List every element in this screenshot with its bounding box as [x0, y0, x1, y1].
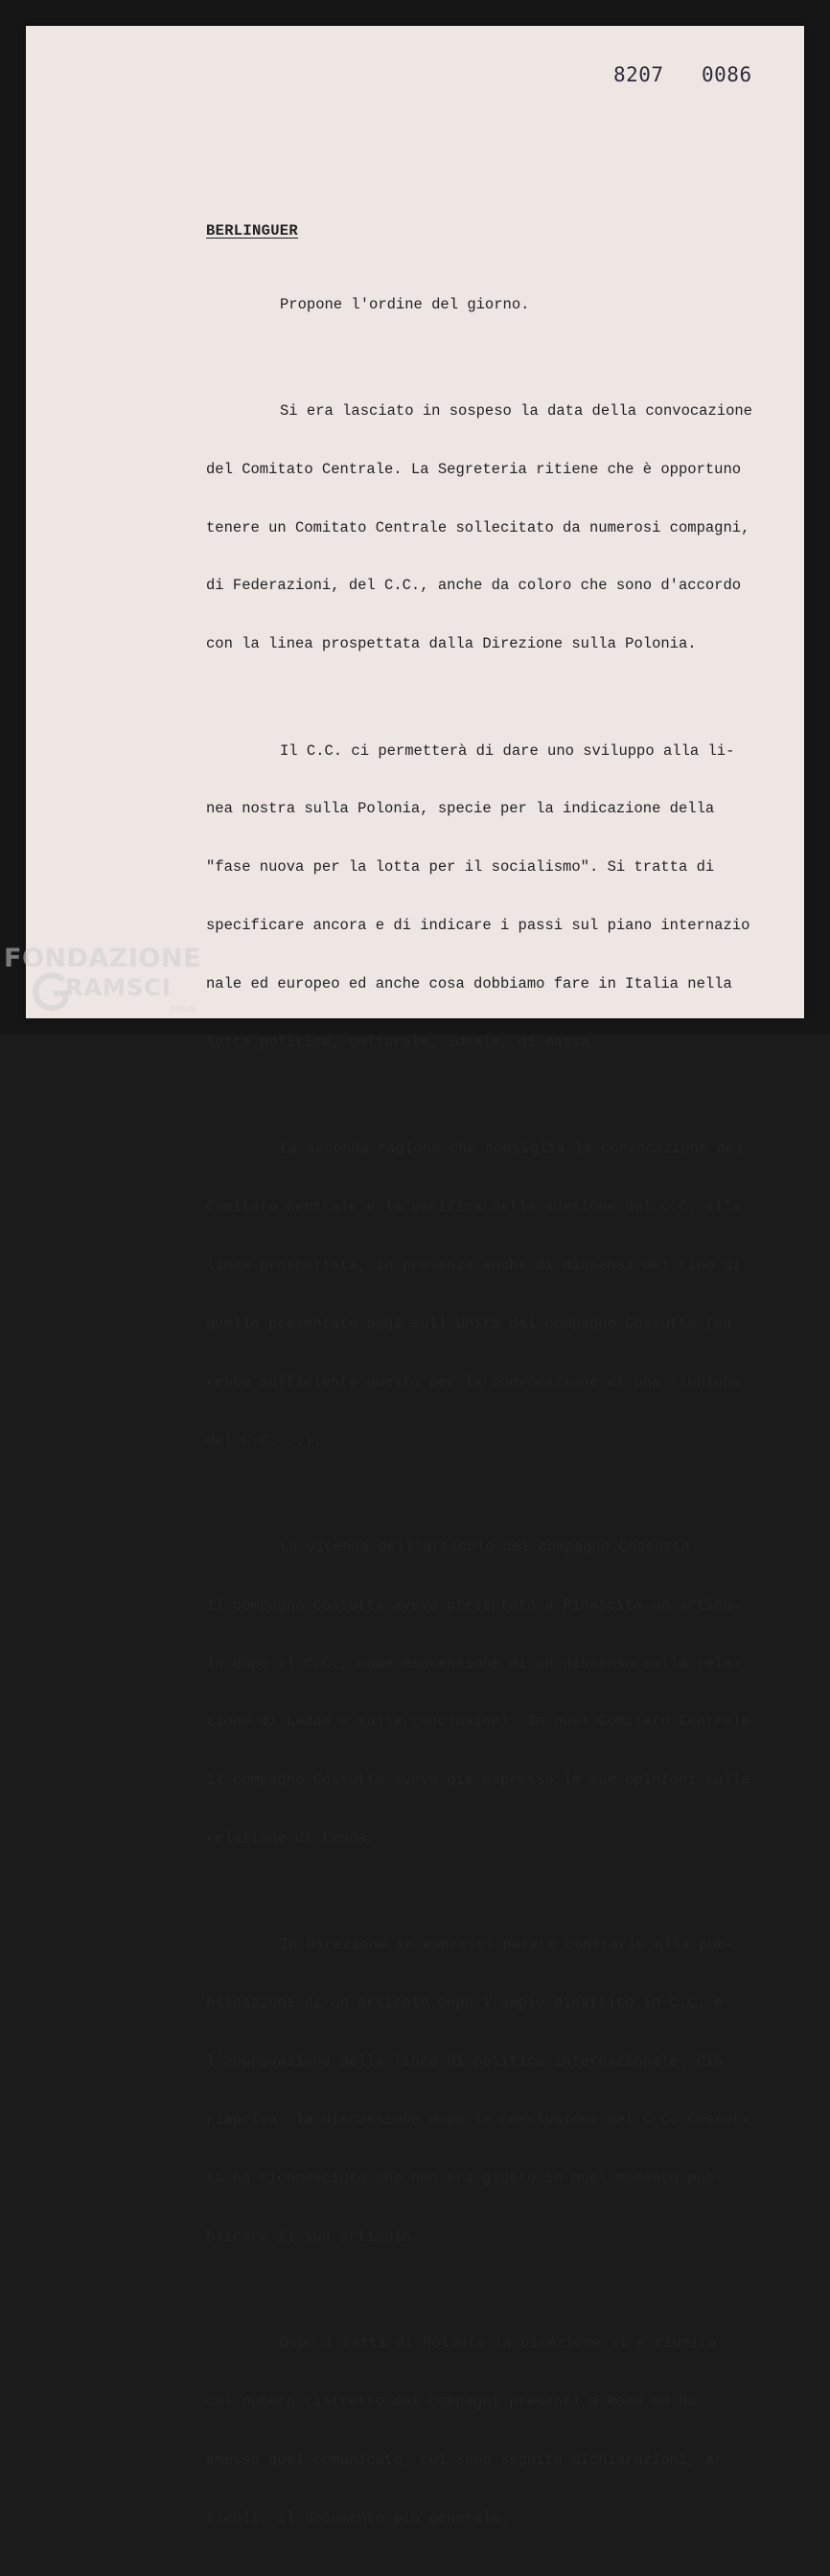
text-line: con la linea prospettata dalla Direzione sulla Polonia. — [206, 635, 697, 653]
text-line: quello presentato oggi sull'Unità dal compagno Cossutta (sa- — [206, 1314, 742, 1333]
paragraph — [206, 256, 781, 353]
text-line: La seconda ragione che consiglia la convocazione del — [280, 1140, 744, 1158]
fondazione-gramsci-watermark — [4, 944, 215, 1030]
text-line: ta ha riconosciuto che non era giusto in quel momento pub- — [206, 2169, 724, 2187]
watermark-line-3: onlus — [170, 1004, 196, 1014]
text-line: Il compagno Cossutta aveva presentato a Rinascita un artico- — [206, 1596, 742, 1614]
text-line: del C.C....). — [206, 1431, 322, 1449]
speaker-heading: BERLINGUER — [206, 222, 299, 239]
paragraph — [206, 1897, 781, 2286]
text-line: linea prospettata, in presenza anche di dissensi del tipo di — [206, 1256, 742, 1274]
text-line: Propone l'ordine del giorno. — [280, 295, 530, 313]
text-line: specificare ancora e di indicare i passi sul piano internazio — [206, 917, 750, 935]
text-line: il compagno Cossutta aveva già espresso le sue opinioni sulla — [206, 1771, 750, 1790]
paragraph — [206, 1101, 781, 1490]
text-line: ticoli, il documento più generale. — [206, 2509, 510, 2527]
document-number — [613, 63, 752, 86]
text-line: di Federazioni, del C.C., anche da coloro che sono d'accordo — [206, 577, 742, 595]
text-line: tenere un Comitato Centrale sollecitato da numerosi compagni, — [206, 518, 750, 536]
text-line: "fase nuova per la lotta per il socialismo". Si tratta di — [206, 858, 715, 877]
text-line: In Direzione io espressi parere contrario alla pub- — [280, 1936, 735, 1954]
paragraph — [206, 362, 781, 693]
paragraph — [206, 2294, 781, 2566]
text-line: Il C.C. ci permetterà di dare uno sviluppo alla li- — [280, 741, 735, 760]
document-number-b: 0086 — [702, 63, 752, 86]
document-number-a: 8207 — [613, 63, 664, 86]
text-line: emesso quel comunicato, cui sono seguite dichiarazioni, ar- — [206, 2451, 732, 2469]
text-line: blicazione di un articolo dopo l'ampio dibattito in C.C. e — [206, 1995, 724, 2013]
paragraph — [206, 702, 781, 1091]
text-line: nea nostra sulla Polonia, specie per la indicazione della — [206, 800, 715, 818]
text-line: nale ed europeo ed anche cosa dobbiamo fare in Italia nella — [206, 975, 732, 993]
text-line: col numero ristretto dei compagni presenti a Roma ed ha — [206, 2392, 697, 2410]
text-line: zione di Ledda e sulle conclusioni. In quel Comitato Centrale — [206, 1713, 750, 1731]
watermark-line-2: RAMSCI — [65, 974, 172, 1001]
text-line: lotta politica, culturale, ideale, di massa. — [206, 1033, 599, 1051]
text-line: blicare il suo articolo. — [206, 2227, 421, 2245]
text-line: rebbe sufficiente questo per la convocazione di una riunione — [206, 1373, 742, 1391]
text-line: del Comitato Centrale. La Segreteria ritiene che è opportuno — [206, 460, 742, 478]
text-line: riapriva la discussione dopo le conclusioni del C.C. Cossut- — [206, 2111, 750, 2130]
text-line: lo dopo il C.C., come espressione di un dissenso sulla rela- — [206, 1654, 742, 1673]
text-line: relazione di Ledda. — [206, 1830, 376, 1848]
text-line: l'approvazione della linea di politica internazionale. Ciò — [206, 2053, 724, 2071]
text-line: Dopo i fatti di Polonia la Direzione si è riunita — [280, 2335, 717, 2352]
watermark-line-1: FONDAZIONE — [4, 944, 201, 973]
text-line: Comitato Centrale è la verifica della adesione del C.C. alla — [206, 1198, 742, 1217]
paragraph — [206, 1498, 781, 1887]
text-line: La vicenda dell'articolo del compagno Cossutta. — [280, 1538, 700, 1556]
text-line: Si era lasciato in sospeso la data della convocazione — [280, 401, 752, 420]
document-body — [206, 256, 781, 2576]
